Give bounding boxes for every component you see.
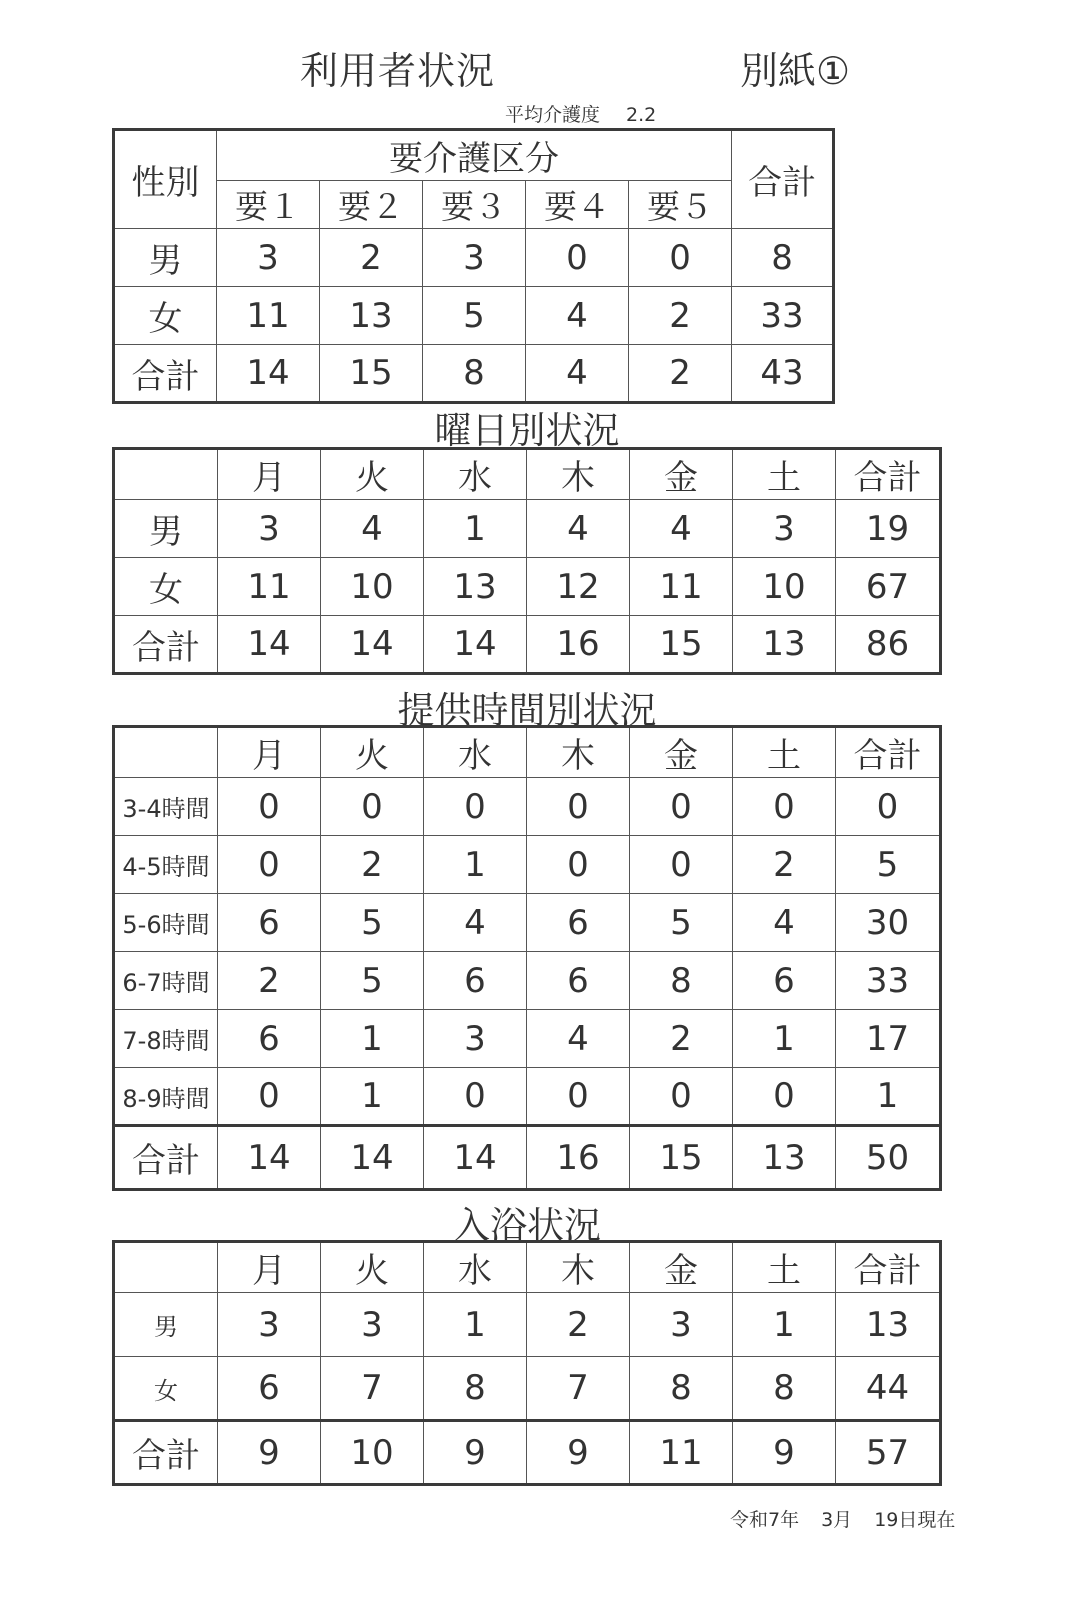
cell: 2 <box>629 287 732 345</box>
row-label: 3-4時間 <box>114 778 218 836</box>
cell: 7 <box>527 1357 630 1421</box>
care-level-table <box>112 128 835 404</box>
row-label: 合計 <box>114 1421 218 1485</box>
day-header: 火 <box>321 1242 424 1293</box>
cell: 0 <box>630 1068 733 1126</box>
row-total: 86 <box>836 616 941 674</box>
row-label: 女 <box>114 558 218 616</box>
cell: 14 <box>321 616 424 674</box>
average-care-level <box>505 100 656 127</box>
day-header: 金 <box>630 1242 733 1293</box>
cell: 0 <box>733 778 836 836</box>
row-label: 7-8時間 <box>114 1010 218 1068</box>
cell: 8 <box>423 345 526 403</box>
table-row <box>114 952 941 1010</box>
corner-cell <box>114 727 218 778</box>
cell: 14 <box>321 1126 424 1190</box>
cell: 0 <box>527 778 630 836</box>
day-header: 火 <box>321 449 424 500</box>
cell: 3 <box>321 1293 424 1357</box>
cell: 1 <box>321 1068 424 1126</box>
row-total: 50 <box>836 1126 941 1190</box>
cell: 3 <box>218 1293 321 1357</box>
cell: 4 <box>733 894 836 952</box>
cell: 4 <box>527 500 630 558</box>
cell: 2 <box>218 952 321 1010</box>
average-care-label: 平均介護度 <box>505 104 601 126</box>
cell: 5 <box>321 952 424 1010</box>
cell: 1 <box>321 1010 424 1068</box>
table-row <box>114 229 834 287</box>
cell: 10 <box>321 558 424 616</box>
table-row <box>114 1293 941 1357</box>
cell: 2 <box>320 229 423 287</box>
table-row <box>114 778 941 836</box>
cell: 13 <box>733 1126 836 1190</box>
row-total: 43 <box>732 345 834 403</box>
date-day: 19日現在 <box>874 1509 956 1531</box>
row-total: 17 <box>836 1010 941 1068</box>
row-total: 0 <box>836 778 941 836</box>
cell: 16 <box>527 1126 630 1190</box>
cell: 11 <box>630 558 733 616</box>
care-level-header: 要５ <box>629 181 732 229</box>
row-label: 男 <box>114 1293 218 1357</box>
care-level-group-header: 要介護区分 <box>217 130 732 181</box>
row-total: 19 <box>836 500 941 558</box>
cell: 6 <box>733 952 836 1010</box>
day-header: 水 <box>424 1242 527 1293</box>
cell: 0 <box>218 1068 321 1126</box>
cell: 1 <box>424 836 527 894</box>
date-month: 3月 <box>821 1509 853 1531</box>
cell: 1 <box>733 1293 836 1357</box>
cell: 1 <box>733 1010 836 1068</box>
cell: 8 <box>733 1357 836 1421</box>
row-label: 合計 <box>114 1126 218 1190</box>
cell: 4 <box>526 287 629 345</box>
cell: 14 <box>424 1126 527 1190</box>
cell: 14 <box>424 616 527 674</box>
cell: 8 <box>424 1357 527 1421</box>
cell: 2 <box>629 345 732 403</box>
care-level-header: 要２ <box>320 181 423 229</box>
table-row <box>114 836 941 894</box>
cell: 0 <box>321 778 424 836</box>
cell: 10 <box>733 558 836 616</box>
cell: 6 <box>527 894 630 952</box>
cell: 0 <box>218 778 321 836</box>
day-header: 木 <box>527 727 630 778</box>
cell: 4 <box>424 894 527 952</box>
day-header: 土 <box>733 727 836 778</box>
row-total: 13 <box>836 1293 941 1357</box>
cell: 11 <box>218 558 321 616</box>
weekday-table <box>112 447 942 675</box>
table-row <box>114 1068 941 1126</box>
service-hours-table <box>112 725 942 1191</box>
total-header: 合計 <box>836 727 941 778</box>
cell: 15 <box>320 345 423 403</box>
cell: 2 <box>630 1010 733 1068</box>
cell: 9 <box>218 1421 321 1485</box>
cell: 11 <box>630 1421 733 1485</box>
cell: 1 <box>424 500 527 558</box>
cell: 5 <box>423 287 526 345</box>
cell: 3 <box>733 500 836 558</box>
row-label: 女 <box>114 287 217 345</box>
cell: 6 <box>218 894 321 952</box>
table-row <box>114 287 834 345</box>
cell: 2 <box>733 836 836 894</box>
cell: 4 <box>321 500 424 558</box>
row-total: 44 <box>836 1357 941 1421</box>
row-label: 4-5時間 <box>114 836 218 894</box>
row-total: 33 <box>732 287 834 345</box>
row-label: 女 <box>114 1357 218 1421</box>
table-row <box>114 558 941 616</box>
cell: 3 <box>217 229 320 287</box>
day-header: 月 <box>218 727 321 778</box>
day-header: 木 <box>527 1242 630 1293</box>
cell: 3 <box>630 1293 733 1357</box>
care-level-header: 要４ <box>526 181 629 229</box>
cell: 4 <box>630 500 733 558</box>
cell: 0 <box>630 836 733 894</box>
row-label: 男 <box>114 229 217 287</box>
table-row <box>114 1126 941 1190</box>
cell: 6 <box>424 952 527 1010</box>
row-total: 8 <box>732 229 834 287</box>
cell: 2 <box>527 1293 630 1357</box>
cell: 9 <box>424 1421 527 1485</box>
row-label: 男 <box>114 500 218 558</box>
cell: 15 <box>630 1126 733 1190</box>
total-header: 合計 <box>732 130 834 229</box>
row-total: 57 <box>836 1421 941 1485</box>
cell: 2 <box>321 836 424 894</box>
corner-cell <box>114 449 218 500</box>
row-label: 8-9時間 <box>114 1068 218 1126</box>
day-header: 土 <box>733 1242 836 1293</box>
total-header: 合計 <box>836 1242 941 1293</box>
bathing-section-title: 入浴状況 <box>453 1204 601 1247</box>
row-label: 合計 <box>114 616 218 674</box>
cell: 0 <box>629 229 732 287</box>
cell: 8 <box>630 952 733 1010</box>
day-header: 火 <box>321 727 424 778</box>
cell: 14 <box>218 616 321 674</box>
day-header: 金 <box>630 727 733 778</box>
table-row <box>114 1357 941 1421</box>
cell: 7 <box>321 1357 424 1421</box>
cell: 10 <box>321 1421 424 1485</box>
as-of-date <box>730 1505 977 1532</box>
day-header: 水 <box>424 727 527 778</box>
day-header: 金 <box>630 449 733 500</box>
table-row <box>114 345 834 403</box>
cell: 8 <box>630 1357 733 1421</box>
page-title: 利用者状況 <box>300 49 496 93</box>
total-header: 合計 <box>836 449 941 500</box>
day-header: 土 <box>733 449 836 500</box>
bathing-table <box>112 1240 942 1486</box>
cell: 0 <box>424 778 527 836</box>
cell: 0 <box>527 1068 630 1126</box>
day-header: 木 <box>527 449 630 500</box>
row-total: 5 <box>836 836 941 894</box>
table-row <box>114 500 941 558</box>
average-care-value: 2.2 <box>626 104 657 126</box>
cell: 0 <box>218 836 321 894</box>
day-header: 水 <box>424 449 527 500</box>
table-row <box>114 1010 941 1068</box>
row-total: 67 <box>836 558 941 616</box>
table-row <box>114 1421 941 1485</box>
cell: 4 <box>526 345 629 403</box>
row-total: 1 <box>836 1068 941 1126</box>
cell: 0 <box>527 836 630 894</box>
cell: 11 <box>217 287 320 345</box>
care-level-header: 要３ <box>423 181 526 229</box>
cell: 5 <box>630 894 733 952</box>
gender-header: 性別 <box>114 130 217 229</box>
day-header: 月 <box>218 1242 321 1293</box>
cell: 5 <box>321 894 424 952</box>
weekday-section-title: 曜日別状況 <box>434 409 620 452</box>
care-level-header: 要１ <box>217 181 320 229</box>
row-label: 5-6時間 <box>114 894 218 952</box>
cell: 0 <box>630 778 733 836</box>
cell: 13 <box>320 287 423 345</box>
cell: 3 <box>423 229 526 287</box>
cell: 9 <box>527 1421 630 1485</box>
row-total: 33 <box>836 952 941 1010</box>
cell: 6 <box>218 1357 321 1421</box>
cell: 13 <box>733 616 836 674</box>
cell: 14 <box>218 1126 321 1190</box>
hours-section-title: 提供時間別状況 <box>397 689 657 732</box>
cell: 4 <box>527 1010 630 1068</box>
cell: 3 <box>424 1010 527 1068</box>
cell: 9 <box>733 1421 836 1485</box>
table-row <box>114 616 941 674</box>
cell: 0 <box>733 1068 836 1126</box>
cell: 6 <box>527 952 630 1010</box>
row-label: 6-7時間 <box>114 952 218 1010</box>
attachment-label: 別紙① <box>740 49 851 93</box>
cell: 13 <box>424 558 527 616</box>
date-era-year: 令和7年 <box>730 1509 800 1531</box>
row-total: 30 <box>836 894 941 952</box>
cell: 6 <box>218 1010 321 1068</box>
corner-cell <box>114 1242 218 1293</box>
row-label: 合計 <box>114 345 217 403</box>
cell: 1 <box>424 1293 527 1357</box>
table-row <box>114 894 941 952</box>
cell: 3 <box>218 500 321 558</box>
day-header: 月 <box>218 449 321 500</box>
cell: 15 <box>630 616 733 674</box>
cell: 14 <box>217 345 320 403</box>
cell: 12 <box>527 558 630 616</box>
cell: 16 <box>527 616 630 674</box>
cell: 0 <box>526 229 629 287</box>
cell: 0 <box>424 1068 527 1126</box>
